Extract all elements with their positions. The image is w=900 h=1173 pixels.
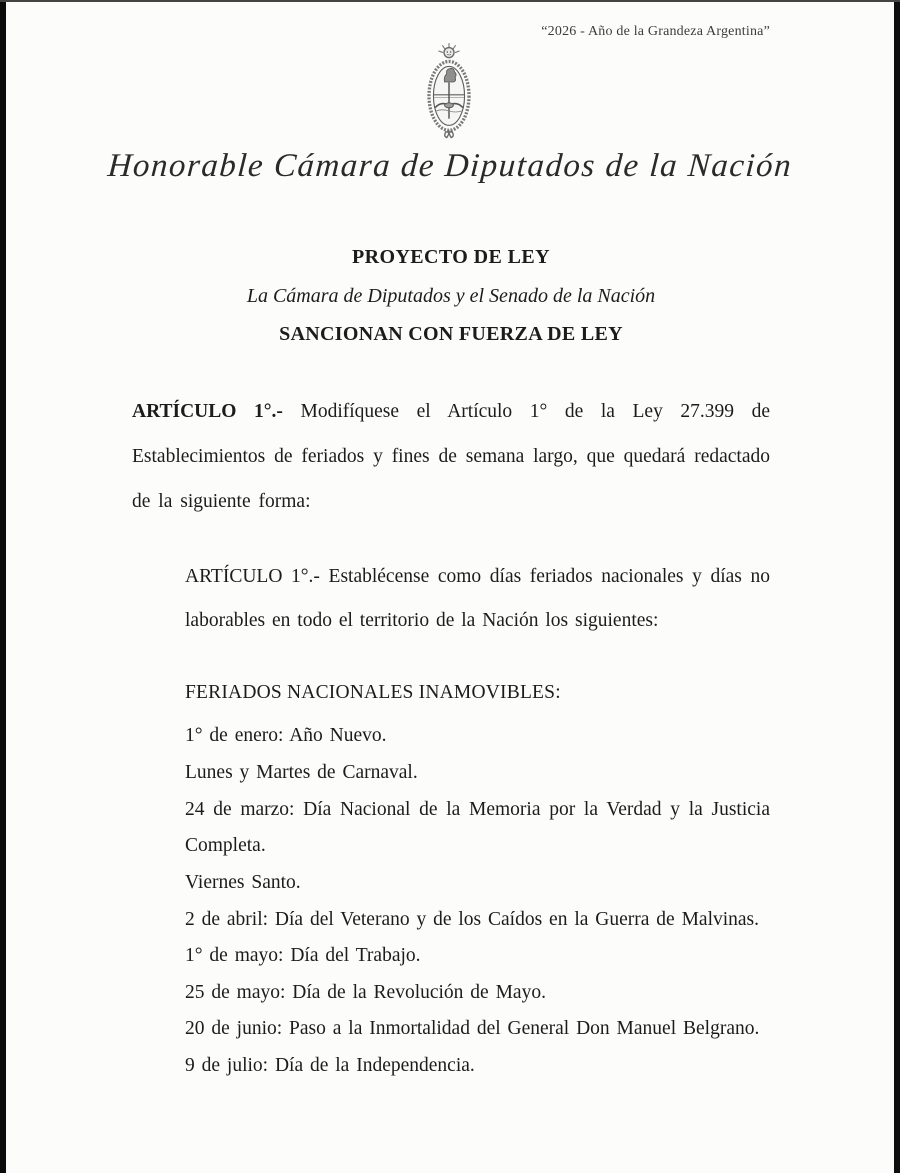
holiday-item: 25 de mayo: Día de la Revolución de Mayo.	[185, 981, 546, 1003]
institution-masthead: Honorable Cámara de Diputados de la Nación	[106, 148, 794, 184]
holiday-item: 1° de enero: Año Nuevo.	[185, 725, 387, 747]
holiday-item: Viernes Santo.	[185, 871, 301, 893]
article-1-label: ARTÍCULO 1°.-	[132, 401, 283, 422]
argentina-coat-of-arms-icon	[420, 42, 478, 142]
holiday-item: 24 de marzo: Día Nacional de la Memoria por la Verdad y la Justicia Completa.	[185, 798, 770, 857]
bill-title: PROYECTO DE LEY	[352, 246, 550, 268]
holiday-item: Lunes y Martes de Carnaval.	[185, 761, 418, 783]
quoted-article-paragraph: ARTÍCULO 1°.- Establécense como días feriados nacionales y días no laborables en todo el territorio de la Nación los siguientes:	[185, 565, 770, 632]
holiday-item: 9 de julio: Día de la Independencia.	[185, 1055, 475, 1077]
holiday-item: 20 de junio: Paso a la Inmortalidad del General Don Manuel Belgrano.	[185, 1018, 760, 1040]
scan-border-top	[0, 0, 900, 2]
enactment-line: SANCIONAN CON FUERZA DE LEY	[279, 323, 623, 345]
holiday-item: 1° de mayo: Día del Trabajo.	[185, 945, 421, 967]
chambers-line: La Cámara de Diputados y el Senado de la Nación	[246, 285, 656, 307]
holiday-list	[185, 718, 770, 1085]
year-legend: “2026 - Año de la Grandeza Argentina”	[541, 24, 770, 39]
bill-body	[0, 390, 900, 1085]
fixed-holidays-heading: FERIADOS NACIONALES INAMOVIBLES:	[185, 682, 561, 704]
article-1-paragraph	[132, 390, 770, 525]
article-1-text: Modifíquese el Artículo 1° de la Ley 27.399 de Establecimientos de feriados y fines de semana largo, que quedará redactado de la siguiente forma:	[132, 401, 770, 512]
holiday-item: 2 de abril: Día del Veterano y de los Caídos en la Guerra de Malvinas.	[185, 908, 760, 930]
title-block	[132, 246, 770, 346]
